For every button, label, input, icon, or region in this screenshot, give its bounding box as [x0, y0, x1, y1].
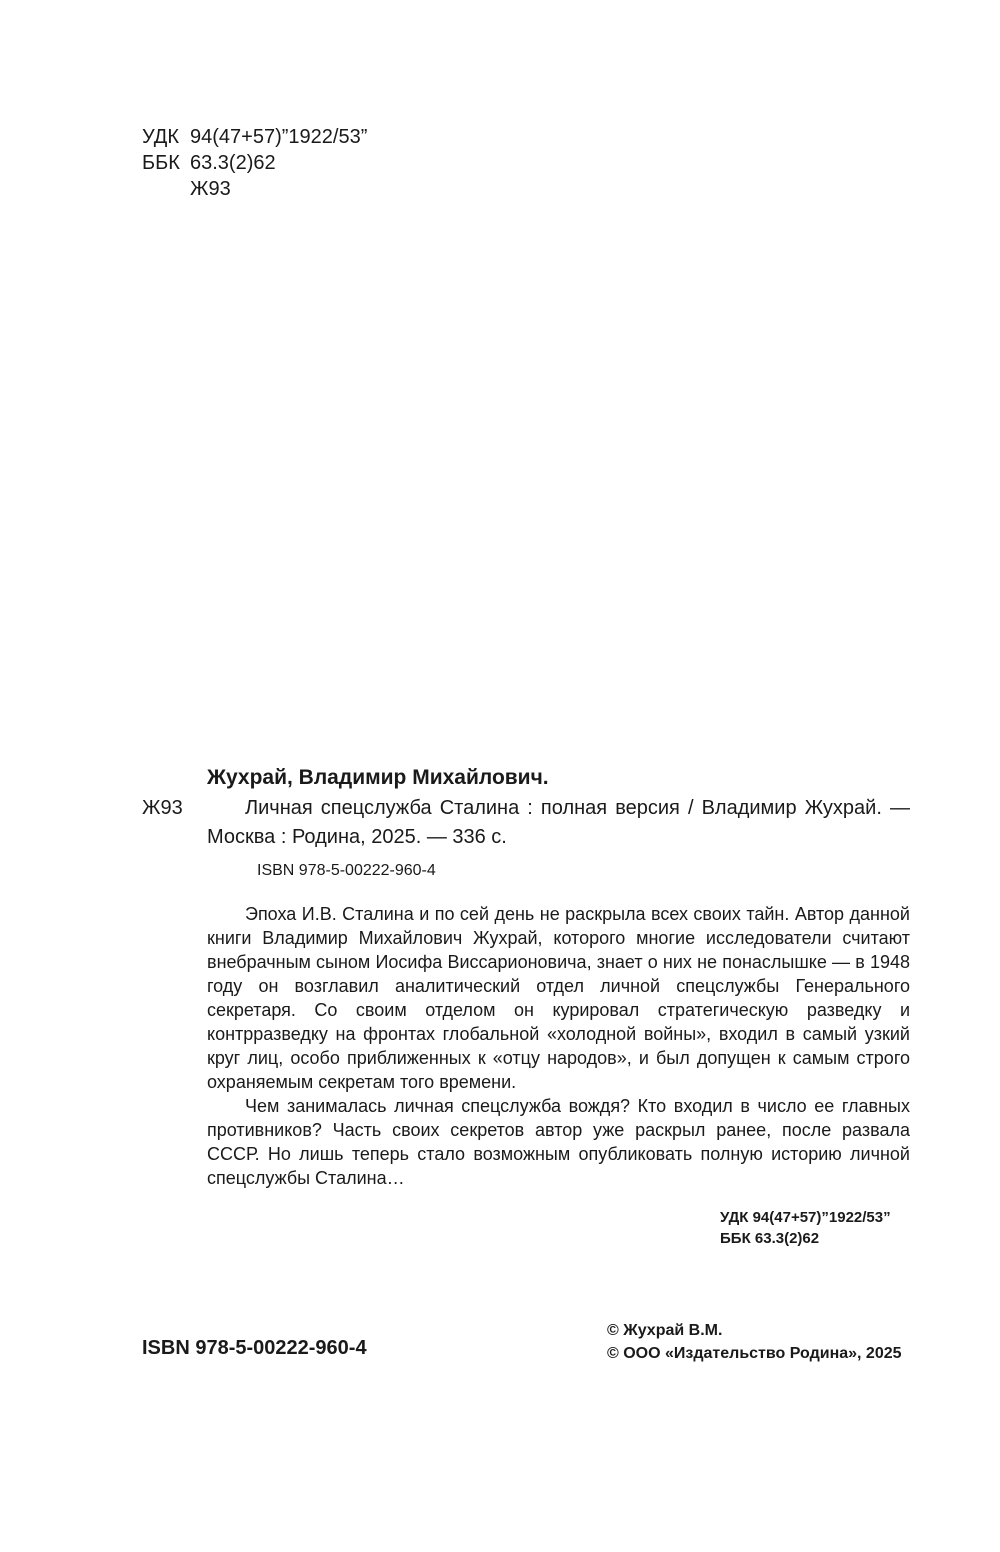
top-classification — [142, 124, 367, 202]
bottom-bbk: ББК 63.3(2)62 — [720, 1230, 820, 1247]
udk-label: УДК — [142, 126, 180, 148]
author-sign: Ж93 — [190, 178, 231, 200]
bbk-label: ББК — [142, 152, 180, 174]
bottom-classification — [720, 1207, 891, 1249]
entry-isbn: ISBN 978-5-00222-960-4 — [257, 862, 436, 879]
bbk-row — [142, 150, 367, 176]
bottom-udk: УДК 94(47+57)”1922/53” — [720, 1209, 891, 1226]
annotation-paragraph: Эпоха И.В. Сталина и по сей день не раскрыла всех своих тайн. Автор данной книги Владимир Михайлович Жухрай, которого многие исследователи считают внебрачным сыном Иосифа Виссарионовича, знает о них не понаслышке — в 1948 году он возглавил аналитический отдел личной спецслужбы Генерального секретаря. Со своим отделом он курировал стратегическую разведку и контрразведку на фронтах глобальной «холодной войны», входил в самый узкий круг лиц, особо приближенных к «отцу народов», и был допущен к самым строго охраняемым секретам того времени. — [207, 904, 910, 1092]
author-heading: Жухрай, Владимир Михайлович. — [207, 766, 549, 789]
copyright-publisher: © ООО «Издательство Родина», 2025 — [607, 1345, 902, 1362]
bbk-value: 63.3(2)62 — [190, 152, 276, 174]
udk-row — [142, 124, 367, 150]
bibliographic-description: Личная спецслужба Сталина : полная версия / Владимир Жухрай. — Москва : Родина, 2025. — 336 с. — [207, 797, 910, 848]
annotation — [207, 902, 910, 1190]
udk-value: 94(47+57)”1922/53” — [190, 126, 368, 148]
annotation-paragraph: Чем занималась личная спецслужба вождя? Кто входил в число ее главных противников? Часть своих секретов автор уже раскрыл ранее, после развала СССР. Но лишь теперь стало возможным опубликовать полную историю личной спецслужбы Сталина… — [207, 1096, 910, 1188]
author-sign-margin: Ж93 — [142, 797, 183, 819]
copyright-block — [607, 1319, 902, 1365]
isbn-footer: ISBN 978-5-00222-960-4 — [142, 1337, 367, 1359]
author-sign-row — [142, 176, 367, 202]
copyright-author: © Жухрай В.М. — [607, 1322, 723, 1339]
